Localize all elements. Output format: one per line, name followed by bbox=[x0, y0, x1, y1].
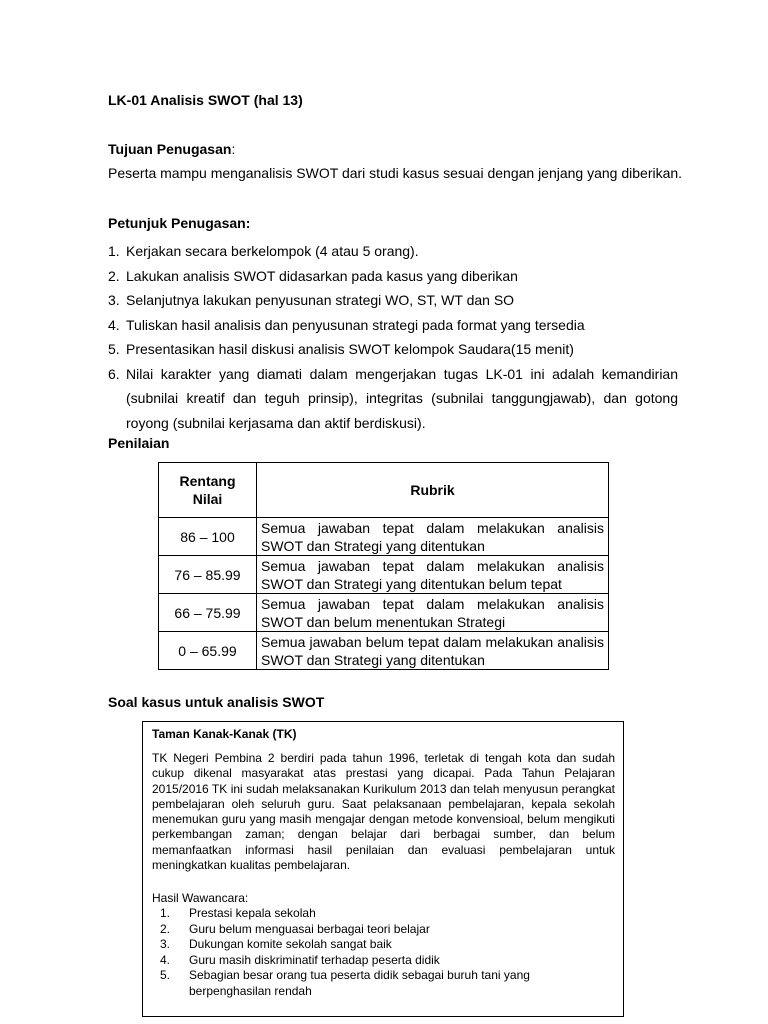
list-text: Lakukan analisis SWOT didasarkan pada kasus yang diberikan bbox=[126, 267, 518, 284]
table-header-row bbox=[159, 463, 609, 518]
tujuan-heading: Tujuan Penugasan bbox=[108, 141, 232, 157]
rubric-table bbox=[158, 462, 609, 670]
soal-heading: Soal kasus untuk analisis SWOT bbox=[108, 694, 325, 710]
tujuan-text: Peserta mampu menganalisis SWOT dari studi kasus sesuai dengan jenjang yang diberikan. bbox=[108, 165, 683, 181]
list-item bbox=[152, 953, 612, 969]
list-text: Selanjutnya lakukan penyusunan strategi WO, ST, WT dan SO bbox=[126, 292, 515, 308]
list-text: Guru masih diskriminatif terhadap peserta didik bbox=[189, 952, 440, 967]
range-header-line1: Rentang bbox=[179, 473, 236, 489]
case-text: TK Negeri Pembina 2 berdiri pada tahun 1996, terletak di tengah kota dan sudah cukup dikenal masyarakat atas prestasi yang dicapai. Pada Tahun Pelajaran 2015/2016 TK ini sudah melaksanakan Kurikulum 2013 dan telah menyusun perangkat pembelajaran oleh seluruh guru. Saat pelaksanaan pembelajaran, kepala sekolah menemukan guru yang masih mengajar dengan metode konvensioal, belum mengikuti perkembangan zaman; dengan belajar dari berbagai sumber, dan belum memanfaatkan informasi hasil penilaian dan evaluasi pembelajaran untuk meningkatkan kualitas pembelajaran. bbox=[152, 751, 615, 873]
case-title: Taman Kanak-Kanak (TK) bbox=[152, 727, 297, 741]
tujuan-colon: : bbox=[231, 141, 236, 157]
list-number: 6. bbox=[108, 365, 120, 382]
range-cell: 86 – 100 bbox=[159, 518, 257, 556]
petunjuk-heading: Petunjuk Penugasan: bbox=[108, 215, 251, 231]
list-item bbox=[108, 337, 678, 362]
list-number: 5. bbox=[108, 341, 120, 357]
petunjuk-list bbox=[108, 239, 678, 435]
list-item bbox=[152, 922, 612, 938]
list-text: Dukungan komite sekolah sangat baik bbox=[189, 937, 392, 951]
list-number: 3. bbox=[160, 937, 171, 951]
table-row bbox=[159, 518, 609, 556]
range-header-line2: Nilai bbox=[192, 491, 223, 507]
list-item bbox=[108, 288, 678, 313]
list-number: 4. bbox=[108, 316, 120, 333]
rubric-column-header: Rubrik bbox=[257, 463, 609, 518]
list-number: 1. bbox=[160, 906, 171, 920]
interview-title: Hasil Wawancara: bbox=[152, 891, 249, 905]
rubric-cell: Semua jawaban tepat dalam melakukan analisis SWOT dan Strategi yang ditentukan belum tepat bbox=[257, 556, 609, 594]
list-text: Presentasikan hasil diskusi analisis SWOT kelompok Saudara(15 menit) bbox=[126, 341, 574, 357]
list-text: Prestasi kepala sekolah bbox=[189, 906, 316, 920]
rubric-cell: Semua jawaban tepat dalam melakukan analisis SWOT dan belum menentukan Strategi bbox=[257, 594, 609, 632]
list-number: 3. bbox=[108, 292, 120, 308]
penilaian-heading: Penilaian bbox=[108, 435, 170, 451]
document-title: LK-01 Analisis SWOT (hal 13) bbox=[108, 92, 303, 108]
list-text: Guru belum menguasai berbagai teori belajar bbox=[189, 921, 430, 936]
list-number: 1. bbox=[108, 243, 120, 259]
list-item bbox=[152, 906, 612, 922]
list-number: 2. bbox=[160, 921, 171, 936]
list-item bbox=[152, 937, 612, 953]
list-item bbox=[108, 313, 678, 338]
list-text: Kerjakan secara berkelompok (4 atau 5 orang). bbox=[126, 243, 419, 259]
rubric-cell: Semua jawaban belum tepat dalam melakukan analisis SWOT dan Strategi yang ditentukan bbox=[257, 632, 609, 670]
rubric-cell: Semua jawaban tepat dalam melakukan analisis SWOT dan Strategi yang ditentukan bbox=[257, 518, 609, 556]
list-number: 5. bbox=[160, 968, 171, 982]
list-number: 2. bbox=[108, 267, 120, 284]
range-column-header bbox=[159, 463, 257, 518]
list-item bbox=[152, 968, 612, 999]
list-item bbox=[108, 264, 678, 289]
list-text: Sebagian besar orang tua peserta didik sebagai buruh tani yang berpenghasilan rendah bbox=[189, 968, 530, 998]
tujuan-heading-row bbox=[108, 141, 235, 157]
list-item bbox=[108, 362, 678, 436]
range-cell: 76 – 85.99 bbox=[159, 556, 257, 594]
list-number: 4. bbox=[160, 952, 171, 967]
range-cell: 66 – 75.99 bbox=[159, 594, 257, 632]
table-row bbox=[159, 632, 609, 670]
range-cell: 0 – 65.99 bbox=[159, 632, 257, 670]
list-item bbox=[108, 239, 678, 264]
table-row bbox=[159, 556, 609, 594]
list-text: Tuliskan hasil analisis dan penyusunan strategi pada format yang tersedia bbox=[126, 316, 585, 333]
interview-list bbox=[152, 906, 612, 999]
table-row bbox=[159, 594, 609, 632]
list-text: Nilai karakter yang diamati dalam mengerjakan tugas LK-01 ini adalah kemandirian (subnilai kreatif dan teguh prinsip), integritas (subnilai tanggungjawab), dan gotong royong (subnilai kerjasama dan aktif berdiskusi). bbox=[126, 365, 678, 431]
